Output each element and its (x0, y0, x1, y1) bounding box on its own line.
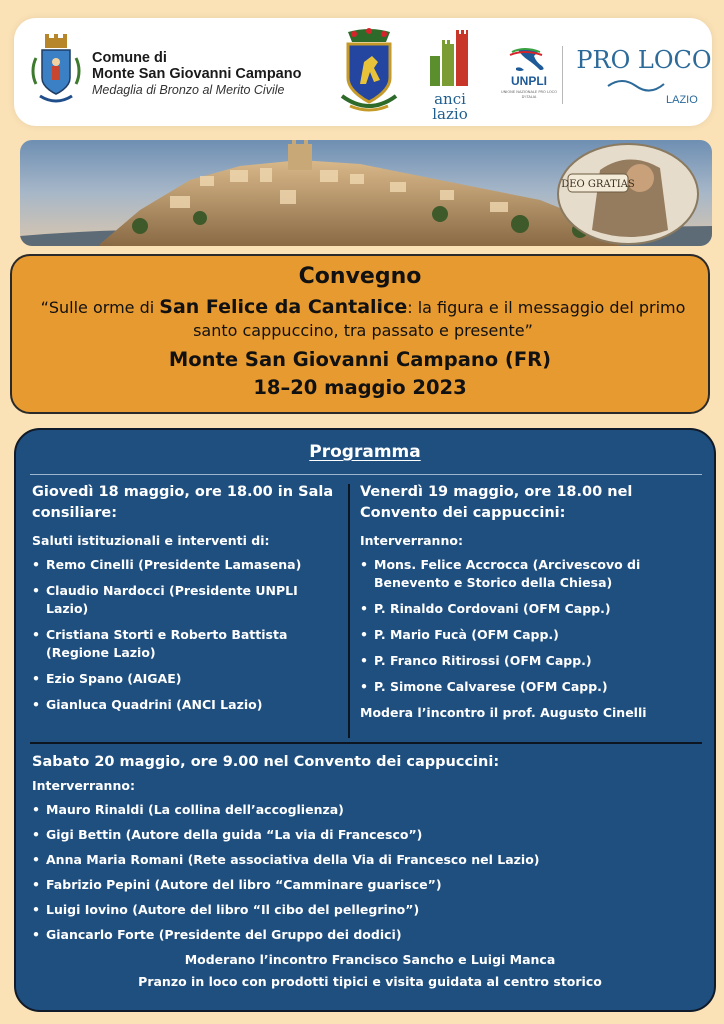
list-item: • Ezio Spano (AIGAE) (32, 670, 338, 688)
programma-rule (30, 474, 702, 475)
logo-bar (14, 18, 712, 126)
list-item: • Giancarlo Forte (Presidente del Gruppo dei dodici) (32, 926, 708, 944)
list-item: • P. Simone Calvarese (OFM Capp.) (360, 678, 706, 696)
programma-title: Programma (309, 442, 421, 462)
column-divider (348, 484, 350, 738)
hilltown-panorama-image (20, 140, 712, 246)
italy-map-icon (500, 48, 558, 74)
friday-speaker-list (360, 556, 706, 696)
comune-name-line1: Comune di (92, 50, 167, 66)
subtitle-prefix: “Sulle orme di (40, 298, 160, 317)
saturday-closing-note: Pranzo in loco con prodotti tipici e visita guidata al centro storico (138, 974, 602, 989)
section-divider (30, 742, 702, 744)
saturday-speaker-list (32, 801, 708, 944)
list-item: • Luigi Iovino (Autore del libro “Il cibo del pellegrino”) (32, 901, 708, 919)
list-item: • Mauro Rinaldi (La collina dell’accoglienza) (32, 801, 708, 819)
subtitle-suffix: : la figura e il messaggio del primo santo cappuccino, tra passato e presente” (193, 298, 686, 340)
list-item: • Remo Cinelli (Presidente Lamasena) (32, 556, 338, 574)
convegno-box (10, 254, 710, 414)
medallion-text: DEO GRATIAS (561, 179, 635, 190)
thursday-section (32, 482, 338, 722)
saturday-section (32, 752, 708, 991)
panorama-banner (20, 140, 712, 246)
list-item: • Fabrizio Pepini (Autore del libro “Camminare guarisce”) (32, 876, 708, 894)
saturday-heading: Sabato 20 maggio, ore 9.00 nel Convento dei cappuccini: (32, 754, 500, 770)
thursday-speaker-list (32, 556, 338, 714)
list-item: • P. Rinaldo Cordovani (OFM Capp.) (360, 600, 706, 618)
proloco-wave-icon (606, 78, 666, 92)
comune-medal-text: Medaglia di Bronzo al Merito Civile (92, 83, 285, 97)
list-item: • P. Mario Fucà (OFM Capp.) (360, 626, 706, 644)
anci-text-line2: lazio (432, 105, 468, 123)
friday-intro: Interverranno: (360, 533, 463, 548)
proloco-region: LAZIO (666, 94, 698, 106)
convegno-title: Convegno (298, 264, 422, 289)
saturday-intro: Interverranno: (32, 778, 135, 793)
comune-name-line2: Monte San Giovanni Campano (92, 66, 302, 82)
thursday-intro: Saluti istituzionali e interventi di: (32, 533, 270, 548)
list-item: • Cristiana Storti e Roberto Battista (Regione Lazio) (32, 626, 338, 662)
proloco-separator (562, 46, 563, 104)
thursday-heading: Giovedì 18 maggio, ore 18.00 in Sala consiliare: (32, 484, 334, 521)
list-item: • Gigi Bettin (Autore della guida “La via di Francesco”) (32, 826, 708, 844)
friday-heading: Venerdì 19 maggio, ore 18.00 nel Convento dei cappuccini: (360, 484, 633, 521)
anci-text-line1: anci (434, 90, 466, 108)
convegno-subtitle (30, 296, 696, 342)
unpli-logo (500, 48, 558, 118)
convegno-dates: 18–20 maggio 2023 (253, 376, 467, 399)
list-item: • Mons. Felice Accrocca (Arcivescovo di Benevento e Storico della Chiesa) (360, 556, 706, 592)
comune-crest-icon (30, 32, 82, 112)
list-item: • Claudio Nardocci (Presidente UNPLI Lazio) (32, 582, 338, 618)
list-item: • Anna Maria Romani (Rete associativa della Via di Francesco nel Lazio) (32, 851, 708, 869)
programma-panel (14, 428, 716, 1012)
unpli-subtext: UNIONE NAZIONALE PRO LOCO D'ITALIA (500, 90, 558, 99)
subtitle-saint: San Felice da Cantalice (159, 296, 408, 318)
proloco-name: PRO LOCO (576, 46, 712, 74)
saturday-moderators: Moderano l’incontro Francisco Sancho e Luigi Manca (184, 952, 556, 967)
list-item: • P. Franco Ritirossi (OFM Capp.) (360, 652, 706, 670)
list-item: • Gianluca Quadrini (ANCI Lazio) (32, 696, 338, 714)
friday-section (360, 482, 706, 722)
comune-name-block (92, 50, 332, 98)
unpli-text: UNPLI (511, 74, 547, 88)
anci-lazio-logo (424, 30, 476, 123)
provincia-crest-icon (334, 28, 404, 118)
anci-tower-icon (424, 30, 476, 90)
convegno-place: Monte San Giovanni Campano (FR) (168, 348, 552, 371)
friday-moderator: Modera l’incontro il prof. Augusto Cinelli (360, 705, 647, 720)
